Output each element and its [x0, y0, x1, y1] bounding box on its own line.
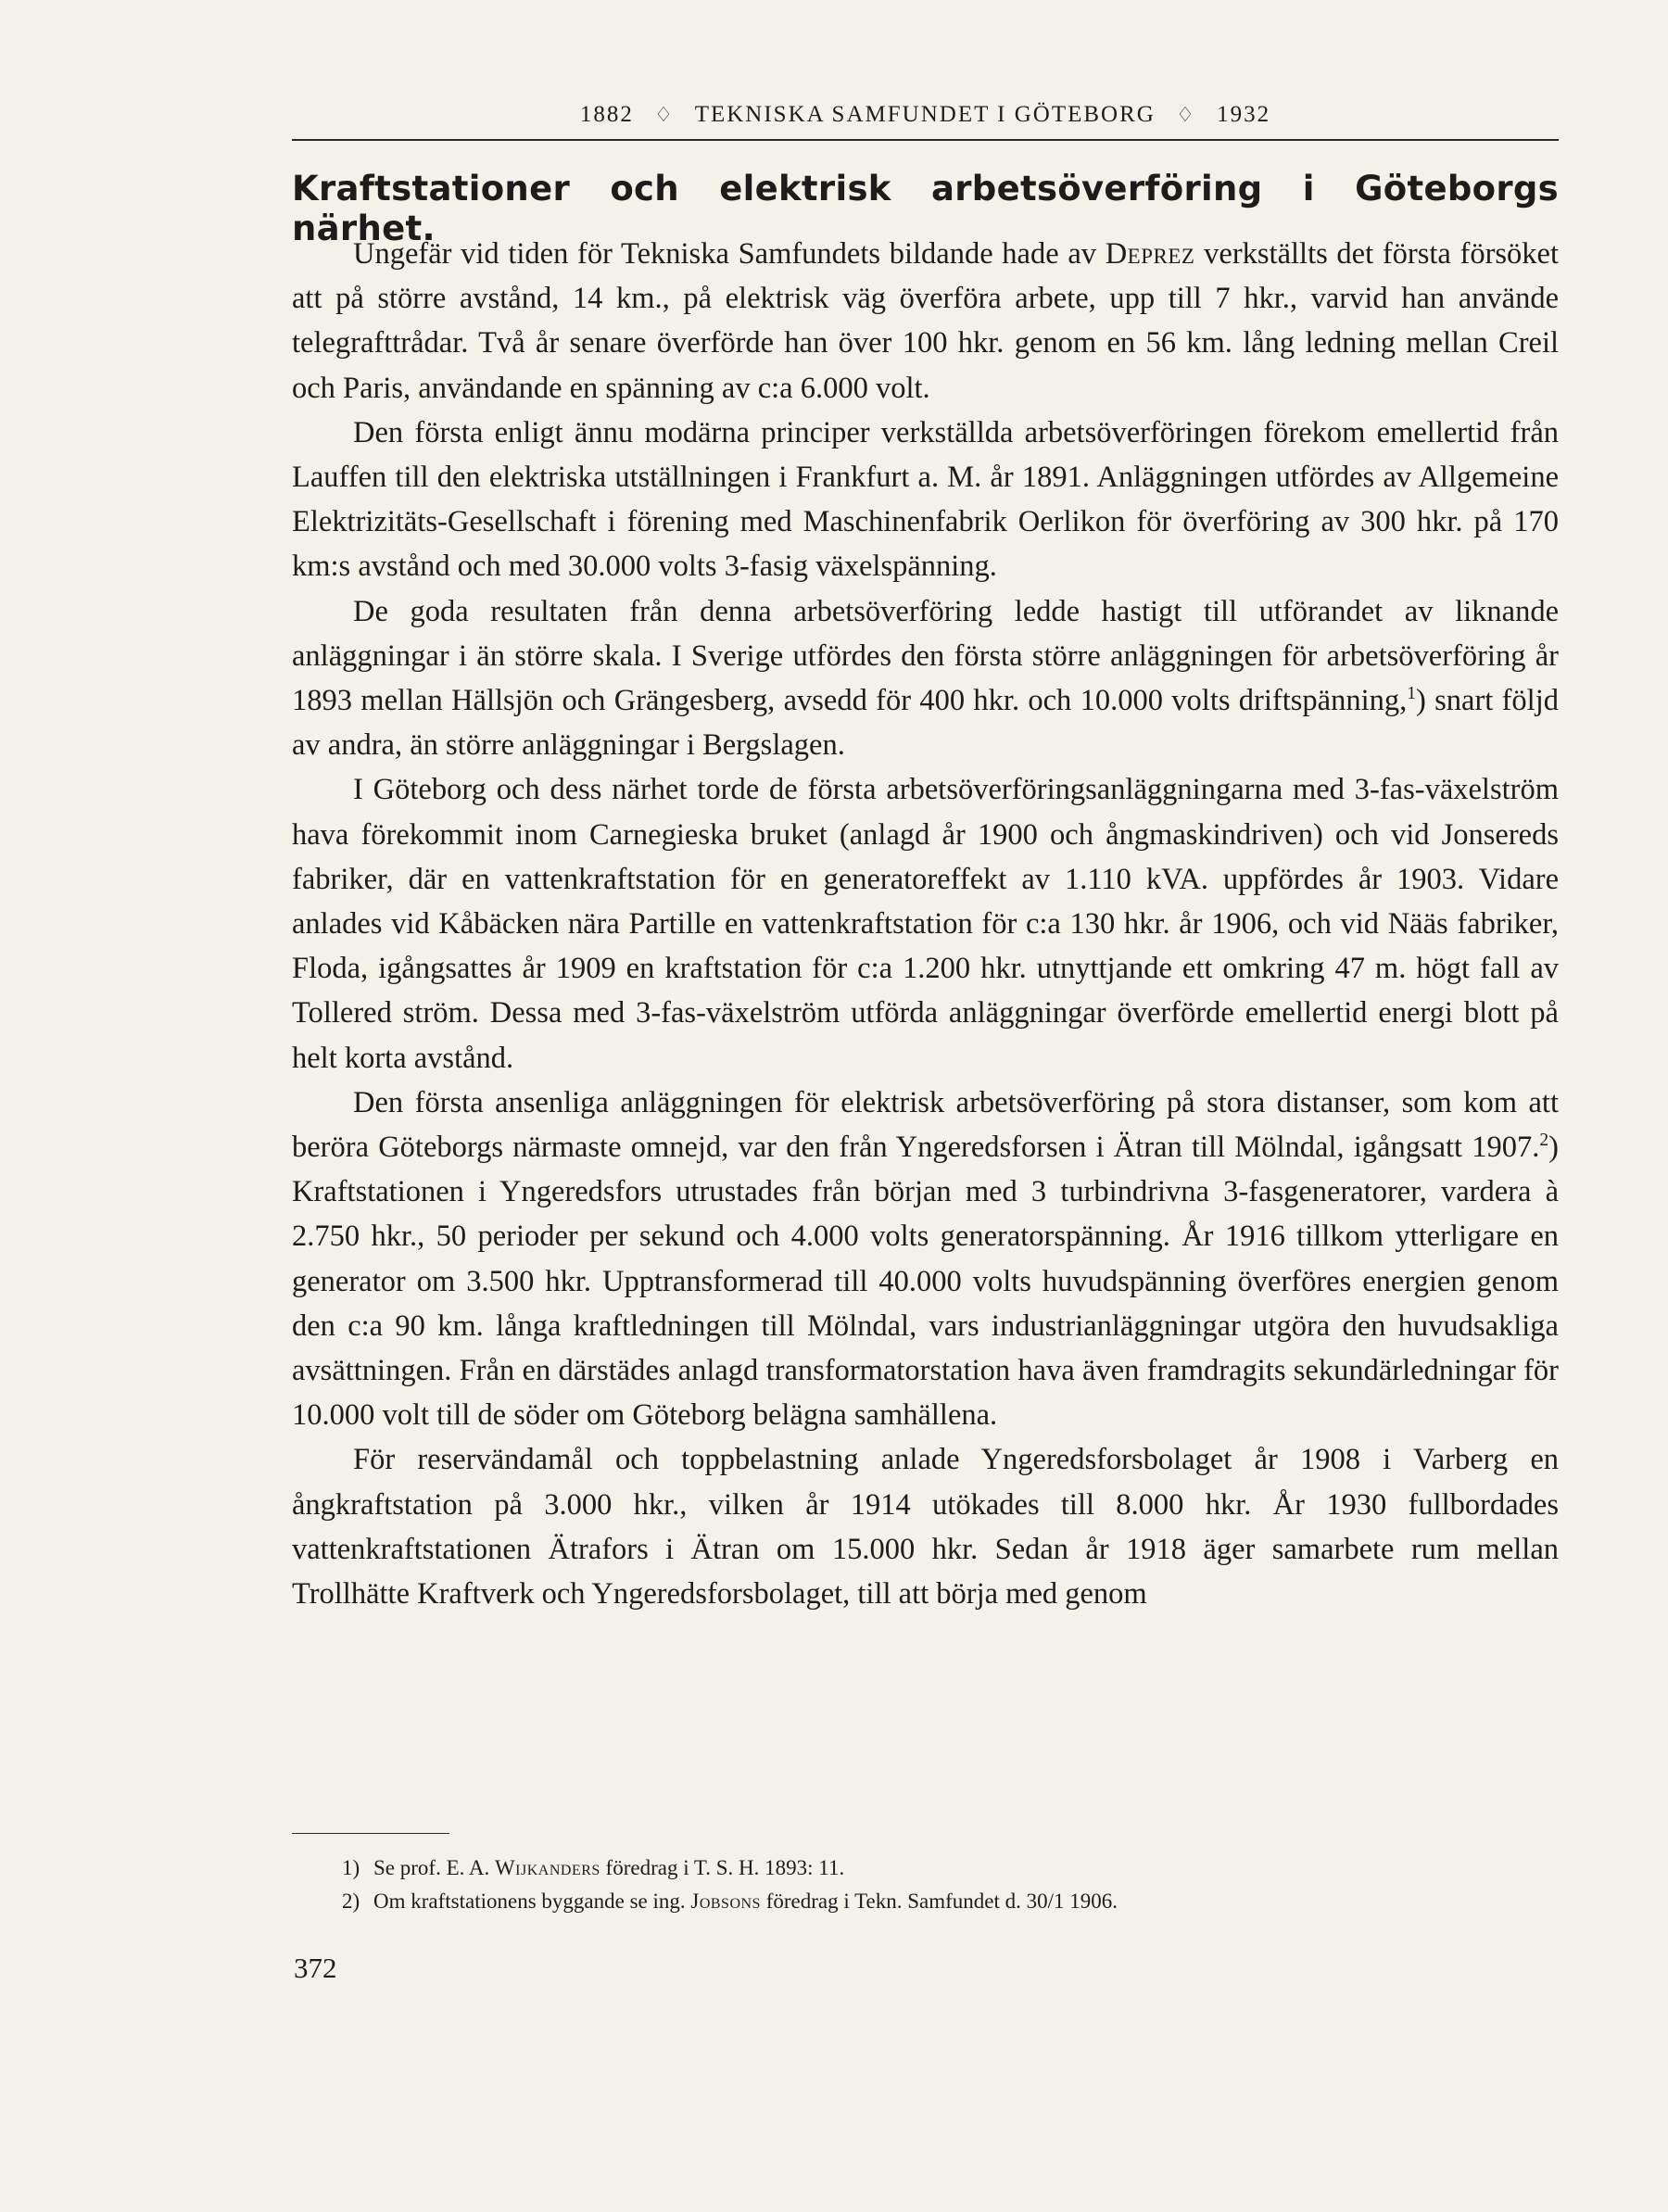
- paragraph-5: Den första ansenliga anläggningen för elektrisk arbetsöverföring på stora distanser, som kom att beröra Göteborgs närmaste omnejd, var den från Yngeredsforsen i Ätran till Mölndal, igångsatt 1907.$^2$) Kraftstationen i Yngeredsfors utrustades från början med 3 turbindrivna 3-fasgeneratorer, vardera à 2.750 hkr., 50 perioder per sekund och 4.000 volts generatorspänning. År 1916 tillkom ytterligare en generator om 3.500 hkr. Upptransformerad till 40.000 volts huvudspänning överföres energien genom den c:a 90 km. långa kraftledningen till Mölndal, vars industrianläggningar utgöra den huvudsakliga avsättningen. Från en därstädes anlagd transformatorstation hava även framdragits sekundärledningar för 10.000 volt till de söder om Göteborg belägna samhällena.: [292, 1085, 1559, 1433]
- footnote-rule: [292, 1833, 449, 1834]
- paragraph-6: För reservändamål och toppbelastning anlade Yngeredsforsbolaget år 1908 i Varberg en ångkraftstation på 3.000 hkr., vilken år 1914 utökades till 8.000 hkr. År 1930 fullbordades vattenkraftstationen Ätrafors i Ätran om 15.000 hkr. Sedan år 1918 äger samarbete rum mellan Trollhätte Kraftverk och Yngeredsforsbolaget, till att börja med genom: [292, 1443, 1559, 1612]
- paragraph-2: Den första enligt ännu modärna principer verkställda arbetsöverföringen förekom emellertid från Lauffen till den elektriska utställningen i Frankfurt a. M. år 1891. Anläggningen utfördes av Allgemeine Elektrizitäts-Gesellschaft i förening med Maschinenfabrik Oerlikon för överföring av 300 hkr. på 170 km:s avstånd och med 30.000 volts 3-fasig växelspänning.: [292, 415, 1559, 584]
- header-year-start: 1882: [579, 102, 634, 127]
- person-name: Deprez: [1105, 237, 1195, 271]
- page-number: 372: [294, 1952, 337, 1984]
- header-rule: [292, 139, 1559, 141]
- footnotes: [342, 1852, 1547, 1918]
- header-year-end: 1932: [1217, 102, 1271, 127]
- ornament-icon: ♢: [654, 103, 675, 126]
- ornament-icon: ♢: [1176, 103, 1196, 126]
- paragraph-4: I Göteborg och dess närhet torde de första arbetsöverföringsanläggningarna med 3-fas-växelström hava förekommit inom Carnegieska bruket (anlagd år 1900 och ångmaskindriven) och vid Jonsereds fabriker, där en vattenkraftstation för en generatoreffekt av 1.110 kVA. uppfördes år 1903. Vidare anlades vid Kåbäcken nära Partille en vattenkraftstation för c:a 130 hkr. år 1906, och vid Nääs fabriker, Floda, igångsattes år 1909 en kraftstation för c:a 1.200 hkr. utnyttjande ett omkring 47 m. högt fall av Tollered ström. Dessa med 3-fas-växelström utförda anläggningar överförde emellertid energi blott på helt korta avstånd.: [292, 773, 1559, 1075]
- running-header: [292, 102, 1559, 128]
- footnote-ref: 2: [1539, 1131, 1549, 1151]
- article-title: Kraftstationer och elektrisk arbetsöverföring i Göteborgs närhet.: [292, 169, 1559, 248]
- paragraph-3: De goda resultaten från denna arbetsöverföring ledde hastigt till utförandet av liknande anläggningar i än större skala. I Sverige utfördes den första större anläggningen för arbetsöverföring år 1893 mellan Hällsjön och Grängesberg, avsedd för 400 hkr. och 10.000 volts driftspänning,$^1$) snart följd av andra, än större anläggningar i Bergslagen.: [292, 594, 1559, 763]
- footnote-ref: 1: [1407, 684, 1416, 704]
- person-name: Wijkanders: [494, 1856, 600, 1879]
- footnote-2: 2) Om kraftstationens byggande se ing. Jobsons föredrag i Tekn. Samfundet d. 30/1 1906.: [342, 1890, 1118, 1913]
- footnote-1: 1) Se prof. E. A. Wijkanders föredrag i T. S. H. 1893: 11.: [342, 1856, 845, 1879]
- document-page: [292, 0, 1559, 2212]
- header-society: TEKNISKA SAMFUNDET I GÖTEBORG: [694, 102, 1156, 127]
- article-body: [292, 232, 1559, 1616]
- paragraph-1: Ungefär vid tiden för Tekniska Samfundets bildande hade av Deprez verkställts det första försöket att på större avstånd, 14 km., på elektrisk väg överföra arbete, upp till 7 hkr., varvid han använde telegrafttrådar. Två år senare överförde han över 100 hkr. genom en 56 km. lång ledning mellan Creil och Paris, användande en spänning av c:a 6.000 volt.: [292, 237, 1559, 405]
- person-name: Jobsons: [690, 1890, 761, 1913]
